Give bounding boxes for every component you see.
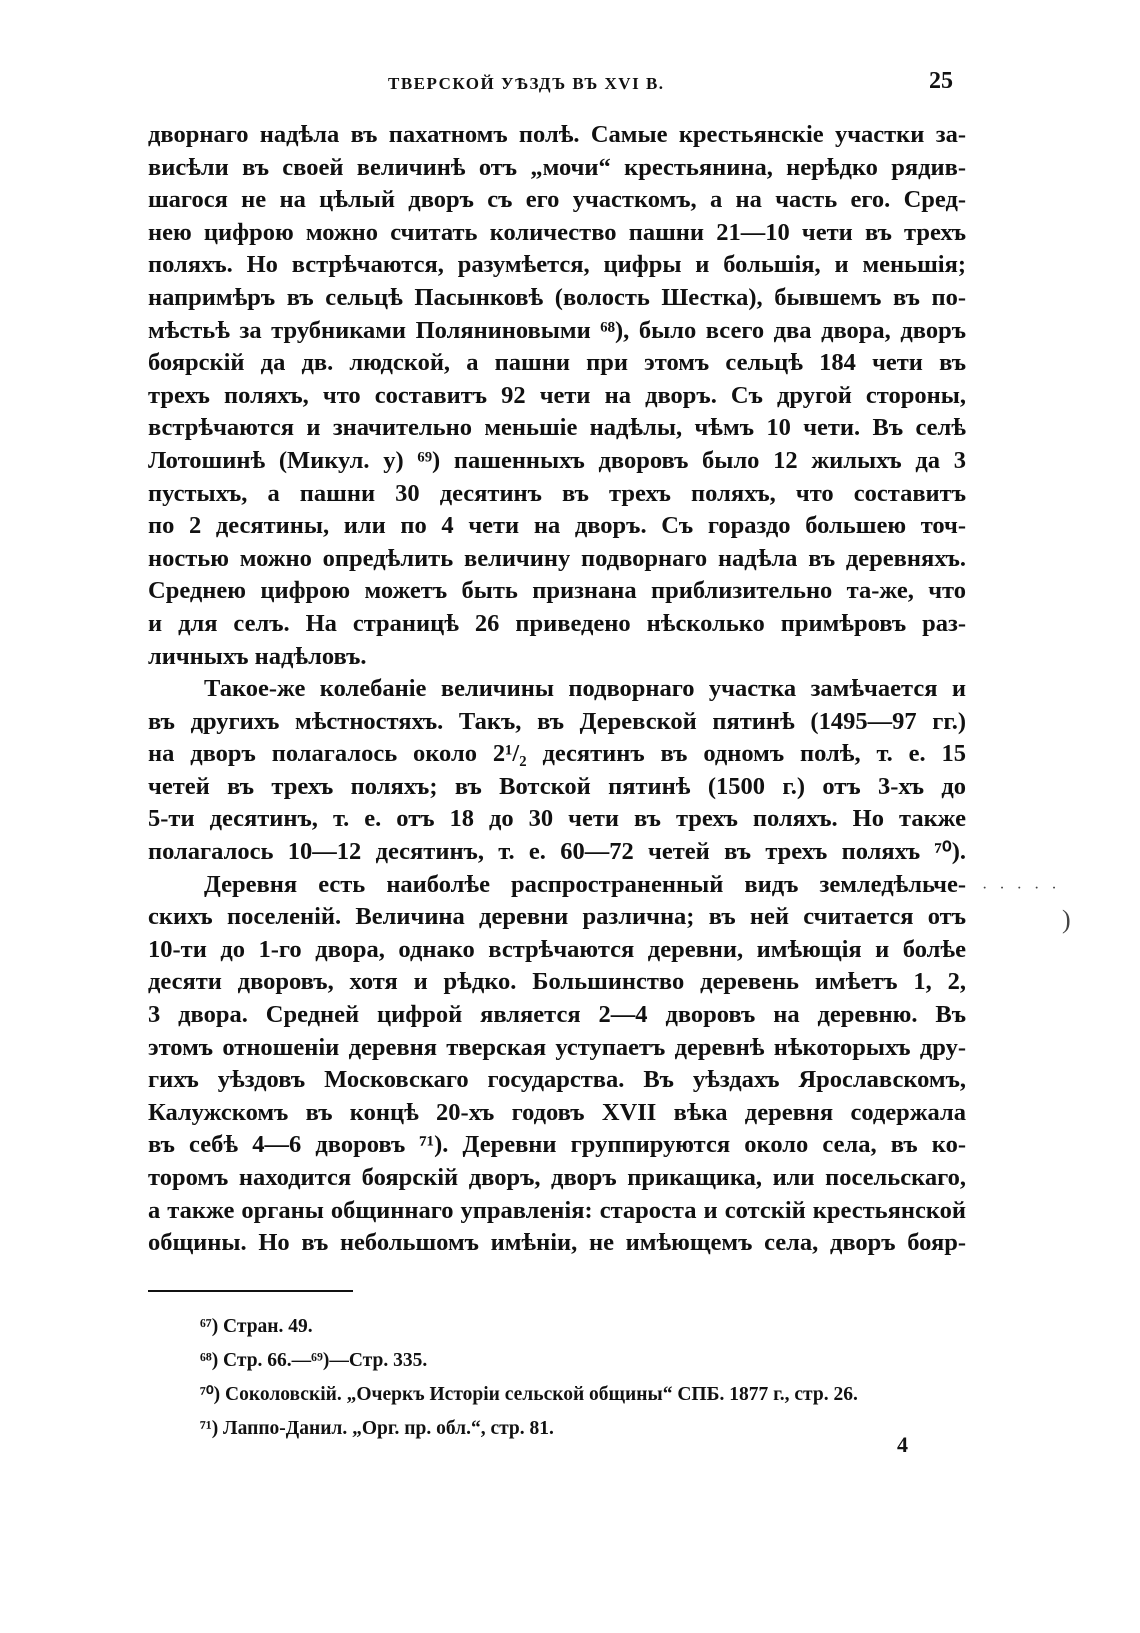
running-title: ТВЕРСКОЙ УѢЗДЪ ВЪ XVI В. <box>388 74 665 93</box>
text-line: гихъ уѣздовъ Московскаго государства. Въ уѣздахъ Ярославскомъ, <box>148 1066 966 1094</box>
text-line: боярскій да дв. людской, а пашни при этомъ сельцѣ 184 чети въ <box>148 349 966 377</box>
text-line: дворнаго надѣла въ пахатномъ полѣ. Самые крестьянскіе участки за- <box>148 121 966 148</box>
text-line: торомъ находится боярскій дворъ, дворъ прикащика, или посельскаго, <box>148 1164 966 1191</box>
text-line: личныхъ надѣловъ. <box>148 642 367 670</box>
text-line: четей въ трехъ поляхъ; въ Вотской пятинѣ (1500 г.) отъ 3-хъ до <box>148 772 966 800</box>
signature-mark: 4 <box>897 1432 908 1457</box>
text-line: шагося не на цѣлый дворъ съ его участкомъ, а на часть его. Сред- <box>148 186 966 214</box>
text-line: общины. Но въ небольшомъ имѣніи, не имѣющемъ села, дворъ бояр- <box>148 1229 966 1257</box>
text-line: въ другихъ мѣстностяхъ. Такъ, въ Деревской пятинѣ (1495—97 гг.) <box>148 707 966 735</box>
body-text <box>148 119 966 1260</box>
page-number: 25 <box>929 68 953 94</box>
footnote: ⁶⁸) Стр. 66.—⁶⁹)—Стр. 335. <box>200 1350 428 1371</box>
footnote-rule <box>148 1290 353 1292</box>
text-line: нею цифрою можно считать количество пашни 21—10 чети въ трехъ <box>148 218 966 246</box>
paragraph-start-line: Такое-же колебаніе величины подворнаго участка замѣчается и <box>204 675 966 703</box>
margin-bracket: ) <box>1062 905 1071 934</box>
footnote: ⁶⁷) Стран. 49. <box>200 1316 313 1337</box>
text-line: скихъ поселеній. Величина деревни различна; въ ней считается отъ <box>148 903 966 931</box>
text-line: 3 двора. Средней цифрой является 2—4 дворовъ на деревню. Въ <box>148 1001 966 1029</box>
text-line: по 2 десятины, или по 4 чети на дворъ. Съ гораздо большею точ- <box>148 512 966 540</box>
text-line: 10-ти до 1-го двора, однако встрѣчаются деревни, имѣющія и болѣе <box>148 935 966 963</box>
text-line: десяти дворовъ, хотя и рѣдко. Большинство деревень имѣетъ 1, 2, <box>148 968 966 996</box>
text-line: на дворъ полагалось около 2¹/₂ десятинъ въ одномъ полѣ, т. е. 15 <box>148 740 966 768</box>
text-line: 5-ти десятинъ, т. е. отъ 18 до 30 чети въ трехъ поляхъ. Но также <box>148 805 966 833</box>
margin-dots: · · · · · <box>982 880 1061 897</box>
text-line: полагалось 10—12 десятинъ, т. е. 60—72 четей въ трехъ поляхъ ⁷⁰). <box>148 838 966 866</box>
text-line: встрѣчаются и значительно меньшіе надѣлы, чѣмъ 10 чети. Въ селѣ <box>148 414 966 442</box>
footnotes <box>200 1310 980 1446</box>
text-line: ностью можно опредѣлить величину подворнаго надѣла въ деревняхъ. <box>148 544 966 572</box>
text-line: и для селъ. На страницѣ 26 приведено нѣсколько примѣровъ раз- <box>148 609 966 637</box>
text-line: напримѣръ въ сельцѣ Пасынковѣ (волость Шестка), бывшемъ въ по- <box>148 283 966 311</box>
text-line: пустыхъ, а пашни 30 десятинъ въ трехъ поляхъ, что составитъ <box>148 479 966 507</box>
footnote: ⁷¹) Лаппо-Данил. „Орг. пр. обл.“, стр. 81. <box>200 1418 554 1439</box>
text-line: мѣстьѣ за трубниками Поляниновыми ⁶⁸), было всего два двора, дворъ <box>148 316 966 344</box>
footnote: ⁷⁰) Соколовскій. „Очеркъ Исторіи сельской общины“ СПБ. 1877 г., стр. 26. <box>200 1384 858 1405</box>
text-line: а также органы общиннаго управленія: староста и сотскій крестьянской <box>148 1196 966 1224</box>
text-line: поляхъ. Но встрѣчаются, разумѣется, цифры и большія, и меньшія; <box>148 251 966 279</box>
text-line: этомъ отношеніи деревня тверская уступаетъ деревнѣ нѣкоторыхъ дру- <box>148 1033 966 1061</box>
text-line: висѣли въ своей величинѣ отъ „мочи“ крестьянина, нерѣдко рядив- <box>148 153 966 181</box>
text-line: трехъ поляхъ, что составитъ 92 чети на дворъ. Съ другой стороны, <box>148 381 966 409</box>
paragraph-start-line: Деревня есть наиболѣе распространенный видъ земледѣльче- <box>204 870 966 898</box>
text-line: Лотошинѣ (Микул. у) ⁶⁹) пашенныхъ дворовъ было 12 жилыхъ да 3 <box>148 446 966 474</box>
text-line: въ себѣ 4—6 дворовъ ⁷¹). Деревни группируются около села, въ ко- <box>148 1131 966 1159</box>
text-line: Среднею цифрою можетъ быть признана приблизительно та-же, что <box>148 577 966 605</box>
text-line: Калужскомъ въ концѣ 20-хъ годовъ XVII вѣка деревня содержала <box>148 1098 966 1126</box>
